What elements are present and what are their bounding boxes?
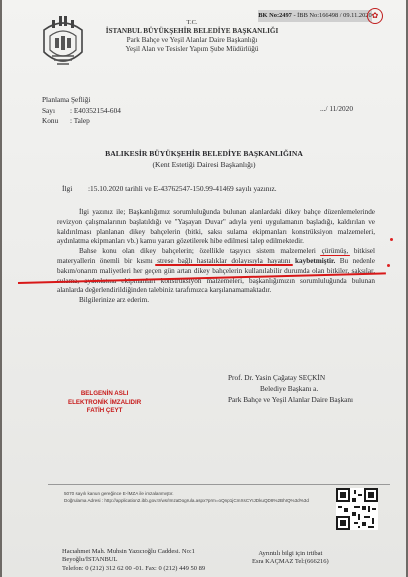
footer-phone: Telefon: 0 (212) 312 62 00 -01. Fax: 0 (212) 449 50 89: [62, 564, 206, 572]
konu-label: Konu: [42, 116, 59, 125]
ibb-number: - İBB No:166498 / 09.11.2020: [291, 12, 372, 19]
dept-name: Park Bahçe ve Yeşil Alanlar Daire Başkanlığı: [126, 36, 258, 44]
document-meta: [42, 95, 121, 127]
org-name: İSTANBUL BÜYÜKŞEHİR BELEDİYE BAŞKANLIĞI: [105, 27, 279, 35]
paragraph-3: Bilgilerinize arz ederim.: [79, 296, 150, 305]
highlight-strese: strese bağlı hastalıklar dolayısıyla hayatını: [157, 256, 291, 265]
red-dot-mark: [387, 264, 390, 267]
red-dot-mark: [390, 238, 393, 241]
footer-address: [62, 548, 205, 573]
footer-address-line-1: Hacıahmet Mah. Muhsin Yazıcıoğlu Caddesi. No:1: [62, 548, 195, 555]
sayi-label: Sayı: [42, 105, 55, 115]
e-signature-stamp: [68, 390, 141, 416]
esign-notice: [64, 491, 332, 505]
document-number-ribbon: [258, 10, 372, 22]
addressee-title: BALIKESİR BÜYÜKŞEHİR BELEDİYE BAŞKANLIĞINA: [105, 149, 303, 158]
paragraph-2: [57, 247, 375, 296]
addressee-subtitle: (Kent Estetiği Dairesi Başkanlığı): [152, 160, 256, 169]
document-page: [2, 0, 406, 577]
tc-label: T.C.: [186, 19, 198, 26]
reference-line: [62, 184, 382, 193]
meta-unit: Planlama Şefliği: [42, 95, 91, 104]
signatory-title: Belediye Başkanı a.: [260, 384, 319, 393]
bk-number: BK No:2497: [258, 12, 292, 19]
p2-text-c: bitkisel materyallerin önemli bir kısmı: [57, 247, 375, 265]
estamp-line-1: BELGENİN ASLI: [80, 390, 129, 397]
highlight-kaybetmistir: kaybetmiştir.: [295, 256, 336, 265]
p2-text-a: Bahse konu olan dikey bahçelerin; özellikle taşıyıcı sistem malzemeleri: [79, 247, 322, 256]
footer-contact-label: Ayrıntılı bilgi için irtibat: [258, 550, 323, 557]
esign-verify-url[interactable]: Doğrulama Adresi : http://application2.ibb.gov.tr/ws/ImzaDogrula.aspx?prm=oQnp1jCmXsCYIJDkuQD8%2BhIQ%3d%3d: [64, 497, 309, 503]
divider: [48, 484, 390, 485]
signature-block: [228, 372, 353, 405]
stamp-icon: ✿: [367, 8, 383, 24]
subdept-name: Yeşil Alan ve Tesisler Yapım Şube Müdürlüğü: [125, 45, 259, 53]
ilgi-label: İlgi: [62, 184, 73, 193]
paragraph-1: İlgi yazınız ile; Başkanlığımız sorumluluğunda bulunan alanlardaki dikey bahçe düzenlemelerinde revizyon çalışmalarının başlatıldığı ve "Yaşayan Duvar" adıyla yeni uygulamanın başladığı, kaldırılan ve kaldırılması planlanan dikey bahçelerin (bitki, saksı sulama ekipmanları konstrüksiyon malzemeleri, aydınlatma ekipmanları vb.) kamu yararı gözetilerek hibe edilmesi talep edilmektedir.: [57, 208, 375, 246]
ibb-logo-icon: [38, 12, 88, 72]
signatory-name: Prof. Dr. Yasin Çağatay SEÇKİN: [228, 373, 326, 382]
ilgi-text: :15.10.2020 tarihli ve E-43762547-150.99-41469 sayılı yazınız.: [88, 184, 277, 193]
document-date: .../ 11/2020: [320, 104, 353, 113]
konu-value: : Talep: [70, 116, 90, 125]
estamp-line-2: ELEKTRONİK İMZALIDIR: [68, 398, 142, 406]
footer-contact-name: Esra KAÇMAZ Tel:(666216): [252, 558, 329, 566]
footer-address-line-2: Beyoğlu/İSTANBUL: [62, 556, 118, 564]
addressee: [2, 148, 406, 170]
qr-code-icon: [336, 488, 378, 530]
signatory-dept: Park Bahçe ve Yeşil Alanlar Daire Başkanı: [228, 395, 354, 404]
highlight-curumus: çürümüş,: [321, 247, 349, 256]
letterhead: [94, 18, 290, 54]
esign-law-line: 5070 sayılı kanun gereğince E-İMZA ile imzalanmıştır.: [64, 491, 174, 496]
letter-body: [57, 208, 375, 306]
estamp-line-3: FATİH ÇEYT: [86, 407, 123, 414]
p2-text-f: Bu nedenle bakım/onarım maliyetleri her geçen gün artan dikey bahçelerin kullanılabilir durumda olan bitkiler, saksılar, sulama, aydınlatma ekipmanları konstrüksiyon malzemeleri, başkanlığımızın sorumluluğunda bulunan alanlarda değerlendirildiğinden talebiniz tarafımızca karşılanamamaktadır.: [57, 256, 375, 295]
footer-contact: [252, 550, 329, 567]
sayi-value: : E40352154-604: [70, 105, 121, 115]
